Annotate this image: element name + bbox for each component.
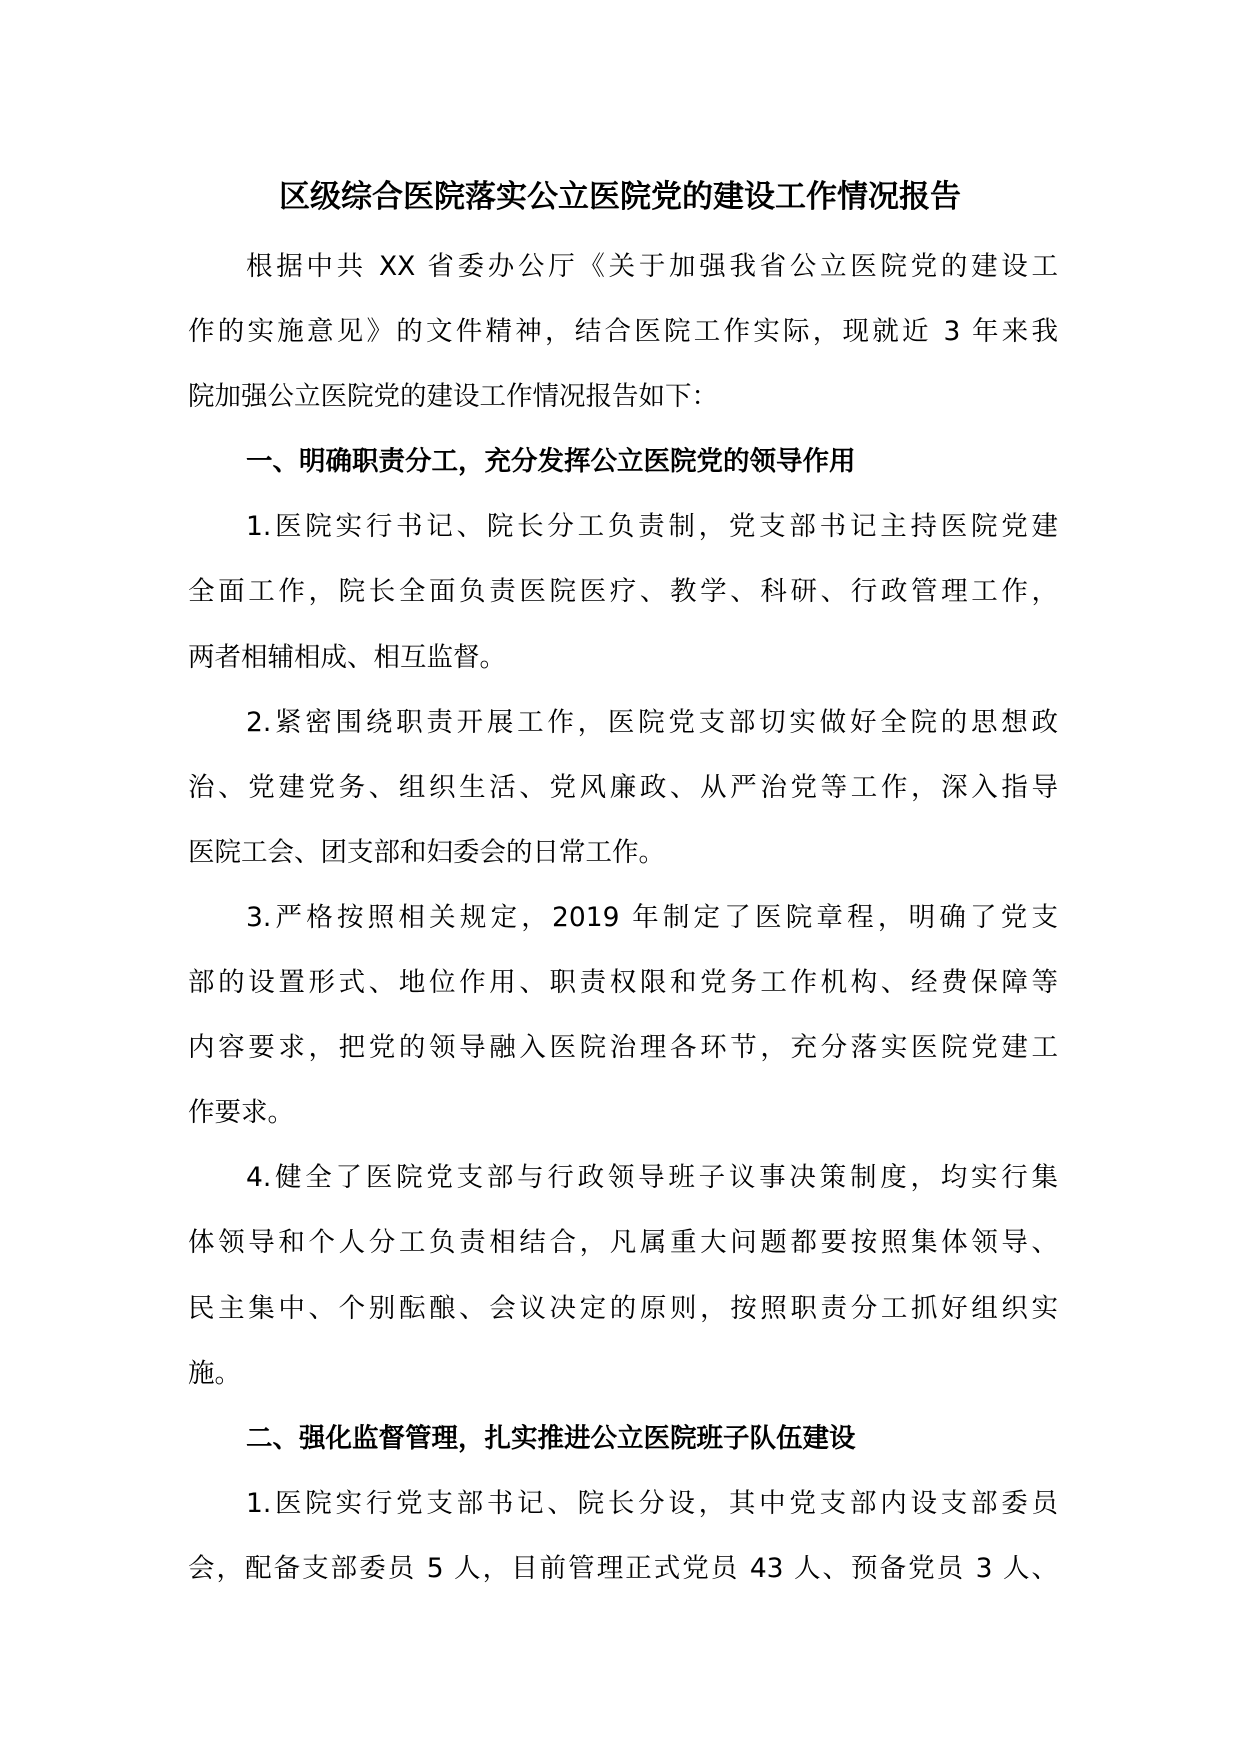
paragraph-line: 2.紧密围绕职责开展工作，医院党支部切实做好全院的思想政: [246, 706, 1058, 738]
paragraph-line: 会，配备支部委员 5 人，目前管理正式党员 43 人、预备党员 3 人、: [188, 1552, 1058, 1584]
paragraph-line: 1.医院实行党支部书记、院长分设，其中党支部内设支部委员: [246, 1487, 1058, 1519]
paragraph-line: 医院工会、团支部和妇委会的日常工作。: [188, 836, 665, 868]
paragraph-line: 作要求。: [188, 1097, 294, 1129]
paragraph-line: 民主集中、个别酝酿、会议决定的原则，按照职责分工抓好组织实: [188, 1292, 1058, 1324]
paragraph-line: 治、党建党务、组织生活、党风廉政、从严治党等工作，深入指导: [188, 771, 1058, 803]
paragraph-line: 部的设置形式、地位作用、职责权限和党务工作机构、经费保障等: [188, 967, 1058, 999]
paragraph-line: 作的实施意见》的文件精神，结合医院工作实际，现就近 3 年来我: [188, 316, 1058, 348]
paragraph-line: 院加强公立医院党的建设工作情况报告如下：: [188, 381, 718, 413]
paragraph-line: 4.健全了医院党支部与行政领导班子议事决策制度，均实行集: [246, 1162, 1058, 1194]
document-body: [188, 234, 1058, 1601]
paragraph-line: 两者相辅相成、相互监督。: [188, 641, 506, 673]
document-title: 区级综合医院落实公立医院党的建设工作情况报告: [279, 179, 961, 215]
paragraph-line: 施。: [188, 1357, 241, 1389]
paragraph-line: 体领导和个人分工负责相结合，凡属重大问题都要按照集体领导、: [188, 1227, 1058, 1259]
paragraph-line: 3.严格按照相关规定，2019 年制定了医院章程，明确了党支: [246, 901, 1058, 933]
paragraph-line: 内容要求，把党的领导融入医院治理各环节，充分落实医院党建工: [188, 1032, 1058, 1064]
paragraph-line: 根据中共 XX 省委办公厅《关于加强我省公立医院党的建设工: [246, 251, 1058, 282]
paragraph-line: 全面工作，院长全面负责医院医疗、教学、科研、行政管理工作，: [188, 576, 1058, 608]
section-heading: 一、明确职责分工，充分发挥公立医院党的领导作用: [246, 446, 856, 478]
paragraph-line: 1.医院实行书记、院长分工负责制，党支部书记主持医院党建: [246, 511, 1058, 543]
section-heading: 二、强化监督管理，扎实推进公立医院班子队伍建设: [246, 1422, 856, 1454]
